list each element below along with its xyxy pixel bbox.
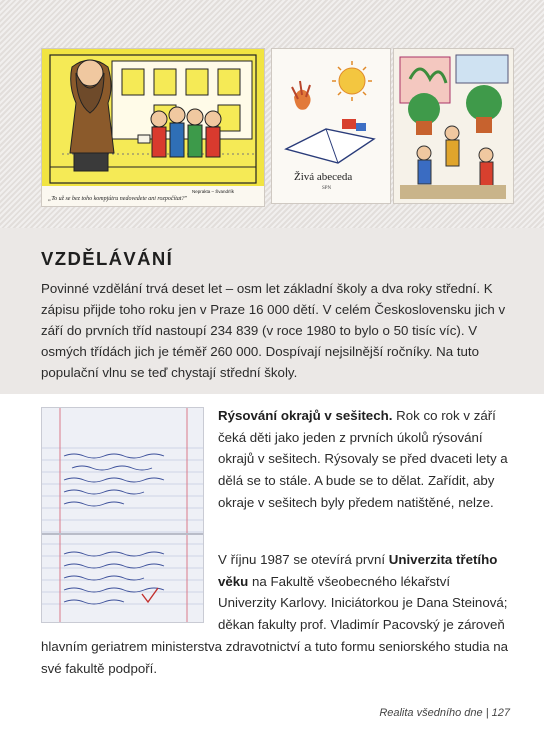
book-cover-image — [271, 48, 391, 204]
notebook-illustration — [42, 408, 203, 622]
university-text-a: na Fakultě všeobecného lékařství Univerzity Karlovy. Iniciátorkou je Dana Steinová; děkan fakulty prof. Vladimír Pacovský je zároveň — [218, 573, 508, 633]
margins-paragraph — [218, 405, 512, 514]
university-pre: V říjnu 1987 se otevírá první — [218, 552, 389, 567]
notebook-photo — [41, 407, 204, 623]
university-paragraph-continued: hlavním geriatrem ministerstva zdravotnictví a tuto formu seniorského studia na své fakultě podpoří. — [41, 639, 509, 676]
cartoon-illustration — [42, 49, 264, 206]
cartoon-image — [41, 48, 265, 207]
university-bold: Univerzita třetího věku — [218, 552, 498, 589]
margins-text: Rok co rok v září čeká děti jako jeden z prvních úkolů rýsování okrajů v sešitech. Rýsovaly se před dvaceti lety a dělá se to stále. A bude se to dělat. Zařídit, aby okraje v sešitech byly předem natištěné, nelze. — [218, 408, 508, 510]
book-publisher: SPN — [322, 186, 332, 191]
page-footer: Realita všedního dne | 127 — [379, 707, 510, 719]
classroom-illustration-image — [393, 48, 514, 204]
cartoon-signature: Neprakta – Švandrlík — [191, 189, 234, 194]
cartoon-caption: „To už se bez toho kompjútru nedovedete ani rozpočítat?" — [48, 196, 188, 202]
classroom-illustration — [394, 49, 513, 203]
university-paragraph — [218, 549, 512, 636]
intro-paragraph: Povinné vzdělání trvá deset let – osm let základní školy a dva roky střední. K zápisu přijde toho roku jen v Praze 16 000 dětí. V celém Československu jich v září do prvních tříd nastoupí 234 839 (v roce 1980 to bylo o 50 tisíc víc). V osmých třídách jich je téměř 260 000. Dospívají nejsilnější ročníky. Na tuto populační vlnu se teď chystají střední školy. — [41, 281, 506, 380]
book-title: Živá abeceda — [294, 171, 353, 183]
margins-bold-lead: Rýsování okrajů v sešitech. — [218, 408, 393, 423]
section-heading: VZDĚLÁVÁNÍ — [41, 248, 174, 269]
